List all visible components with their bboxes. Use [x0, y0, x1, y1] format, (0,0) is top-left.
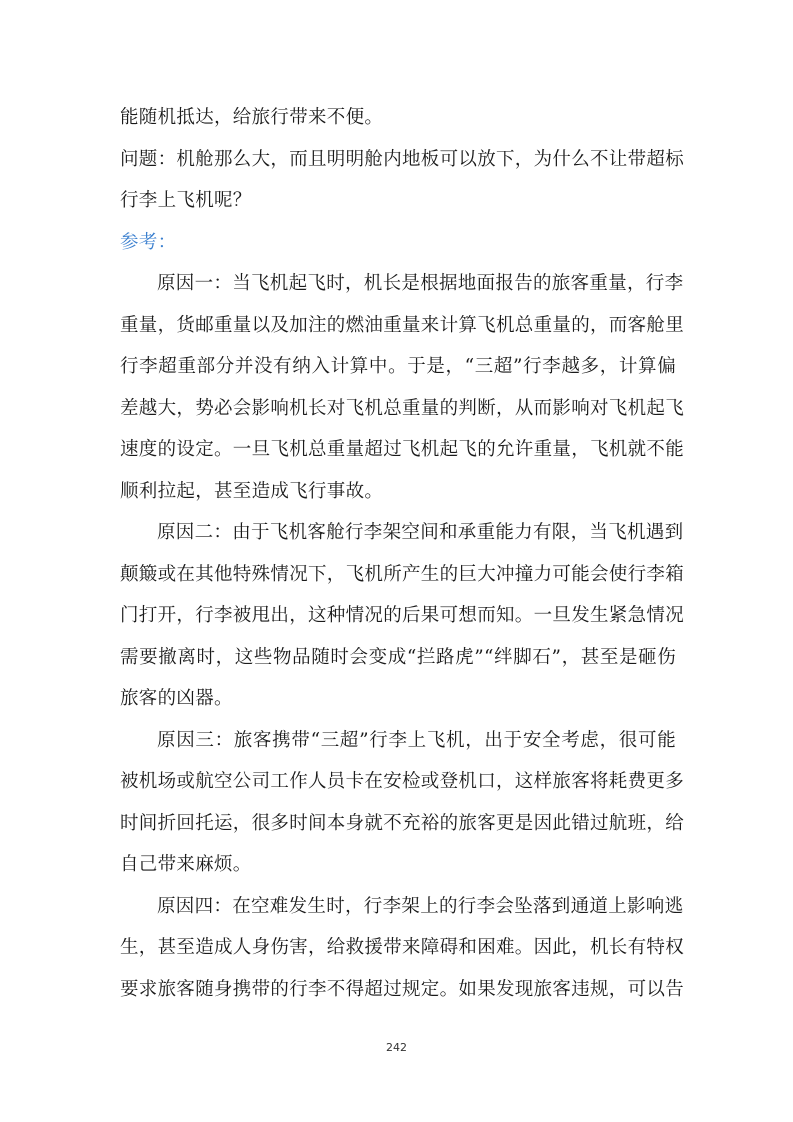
reason-2-line-1: 原因二：由于飞机客舱行李架空间和承重能力有限，当飞机遇到	[157, 522, 684, 543]
reason-3-line-1: 原因三：旅客携带“三超”行李上飞机，出于安全考虑，很可能	[157, 729, 676, 751]
reason-1-line-1: 原因一：当飞机起飞时，机长是根据地面报告的旅客重量，行李	[157, 273, 684, 294]
reason-4-line-1: 原因四：在空难发生时，行李架上的行李会坠落到通道上影响逃	[157, 895, 684, 917]
reason-2-line-3: 门打开，行李被甩出，这种情况的后果可想而知。一旦发生紧急情况	[120, 605, 685, 626]
reason-4-line-2: 生，甚至造成人身伤害，给救援带来障碍和困难。因此，机长有特权	[120, 937, 685, 958]
document-body	[120, 97, 685, 1010]
question-line-2: 行李上飞机呢？	[120, 190, 252, 211]
reason-1-line-6: 顺利拉起，甚至造成飞行事故。	[120, 480, 384, 502]
reason-1-line-2: 重量，货邮重量以及加注的燃油重量来计算飞机总重量的，而客舱里	[120, 314, 685, 336]
reason-2-line-2: 颠簸或在其他特殊情况下，飞机所产生的巨大冲撞力可能会使行李箱	[120, 563, 685, 585]
reason-3-line-4: 自己带来麻烦。	[120, 854, 252, 875]
page-number: 242	[386, 1041, 407, 1054]
reason-3-line-2: 被机场或航空公司工作人员卡在安检或登机口，这样旅客将耗费更多	[120, 771, 685, 792]
question-line-1: 问题：机舱那么大，而且明明舱内地板可以放下，为什么不让带超标	[120, 148, 685, 170]
reason-2-line-5: 旅客的凶器。	[120, 688, 233, 709]
reason-1-line-3: 行李超重部分并没有纳入计算中。于是，“三超”行李越多，计算偏	[120, 356, 676, 377]
reason-2-line-4: 需要撤离时，这些物品随时会变成“拦路虎”“绊脚石”，甚至是砸伤	[120, 646, 676, 668]
reference-label: 参考：	[120, 231, 177, 253]
reason-3-line-3: 时间折回托运，很多时间本身就不充裕的旅客更是因此错过航班，给	[120, 812, 685, 834]
reason-4-line-3: 要求旅客随身携带的行李不得超过规定。如果发现旅客违规，可以告	[120, 978, 685, 1000]
reason-1-line-5: 速度的设定。一旦飞机总重量超过飞机起飞的允许重量，飞机就不能	[120, 439, 685, 460]
reason-1-line-4: 差越大，势必会影响机长对飞机总重量的判断，从而影响对飞机起飞	[120, 397, 685, 419]
intro-line: 能随机抵达，给旅行带来不便。	[120, 107, 384, 128]
